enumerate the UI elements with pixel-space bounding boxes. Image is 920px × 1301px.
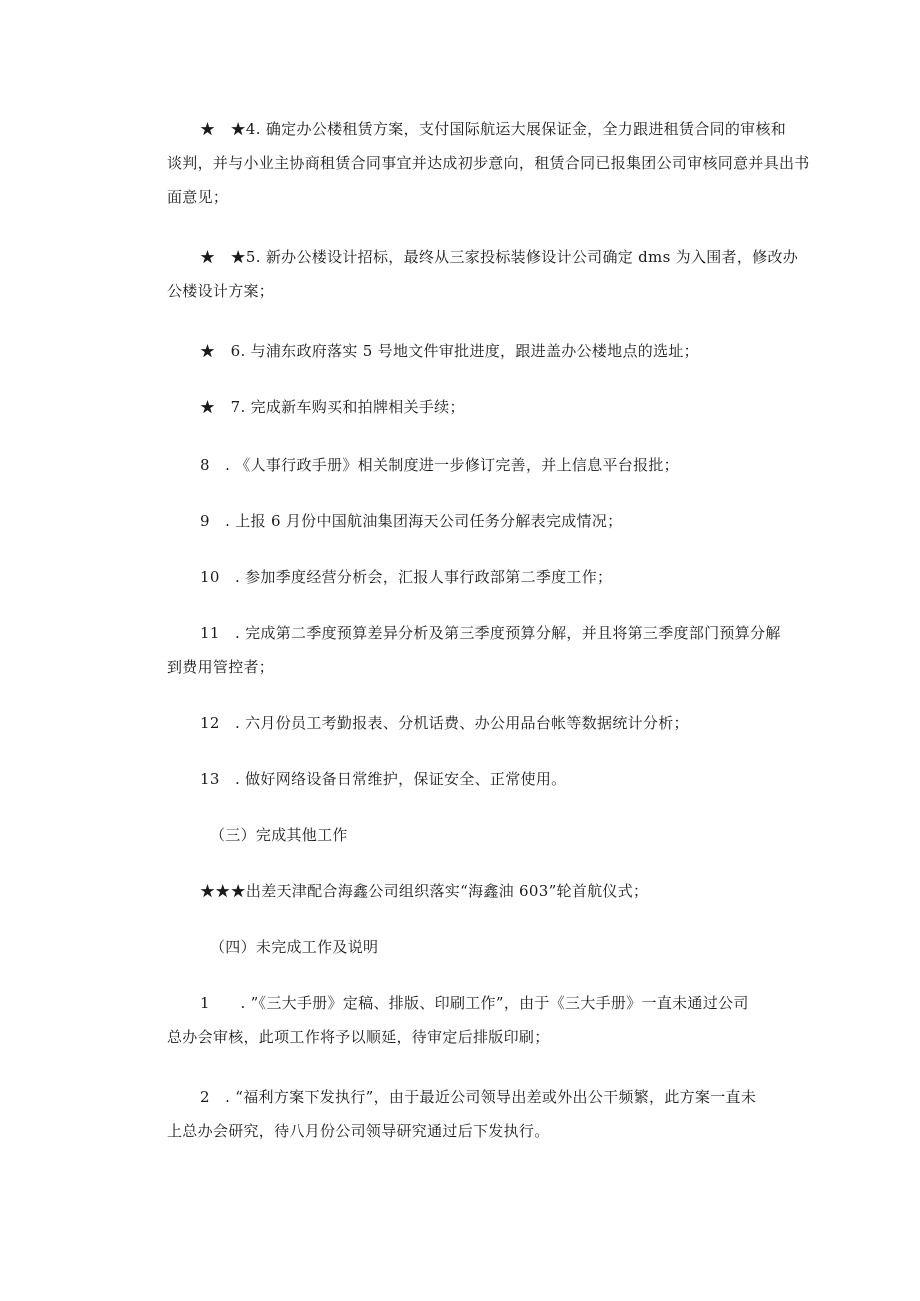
text-line: 面意见； — [167, 188, 229, 206]
work-item-8 — [167, 448, 787, 482]
text-line: 8 . 《人事行政手册》相关制度进一步修订完善，并上信息平台报批； — [200, 456, 679, 474]
unfinished-item-1 — [167, 986, 787, 1054]
work-item-11 — [167, 616, 787, 684]
text-line: 10 . 参加季度经营分析会，汇报人事行政部第二季度工作； — [200, 568, 613, 586]
section-title: （三）完成其他工作 — [210, 826, 348, 844]
work-item-4 — [167, 112, 810, 214]
section-heading-other-work — [167, 818, 787, 852]
work-item-7 — [167, 390, 787, 424]
work-item-9 — [167, 504, 787, 538]
text-line: 2 . “福利方案下发执行”，由于最近公司领导出差或外出公干频繁，此方案一直未 — [200, 1088, 757, 1106]
section-title: （四）未完成工作及说明 — [210, 938, 379, 956]
section-heading-unfinished-work — [167, 930, 787, 964]
text-line: 9 . 上报 6 月份中国航油集团海天公司任务分解表完成情况； — [200, 512, 623, 530]
text-line: 到费用管控者； — [167, 658, 275, 676]
text-line: 13 . 做好网络设备日常维护，保证安全、正常使用。 — [200, 770, 567, 788]
text-line: 上总办会研究，待八月份公司领导研究通过后下发执行。 — [167, 1122, 550, 1140]
work-item-13 — [167, 762, 787, 796]
unfinished-item-2 — [167, 1080, 787, 1148]
text-line: 12 . 六月份员工考勤报表、分机话费、办公用品台帐等数据统计分析； — [200, 714, 689, 732]
text-line: ★ ★5. 新办公楼设计招标，最终从三家投标装修设计公司确定 dms 为入围者，修改办 — [200, 248, 799, 266]
text-line: 1 . ”《三大手册》定稿、排版、印刷工作”，由于《三大手册》一直未通过公司 — [200, 994, 749, 1012]
other-work-item — [167, 874, 787, 908]
work-item-12 — [167, 706, 787, 740]
text-line: 公楼设计方案； — [167, 282, 275, 300]
work-item-10 — [167, 560, 787, 594]
text-line: 谈判，并与小业主协商租赁合同事宜并达成初步意向，租赁合同已报集团公司审核同意并具出书 — [167, 154, 810, 172]
text-line: 总办会审核，此项工作将予以顺延，待审定后排版印刷； — [167, 1028, 550, 1046]
text-line: 11 . 完成第二季度预算差异分析及第三季度预算分解，并且将第三季度部门预算分解 — [200, 624, 781, 642]
text-line: ★ ★4. 确定办公楼租赁方案，支付国际航运大展保证金，全力跟进租赁合同的审核和 — [200, 120, 787, 138]
work-item-6 — [167, 334, 787, 368]
text-line: ★ 6. 与浦东政府落实 5 号地文件审批进度，跟进盖办公楼地点的选址； — [200, 342, 699, 360]
text-line: ★ 7. 完成新车购买和拍牌相关手续； — [200, 398, 465, 416]
text-line: ★★★出差天津配合海鑫公司组织落实“海鑫油 603”轮首航仪式； — [200, 882, 649, 900]
work-item-5 — [167, 240, 799, 308]
